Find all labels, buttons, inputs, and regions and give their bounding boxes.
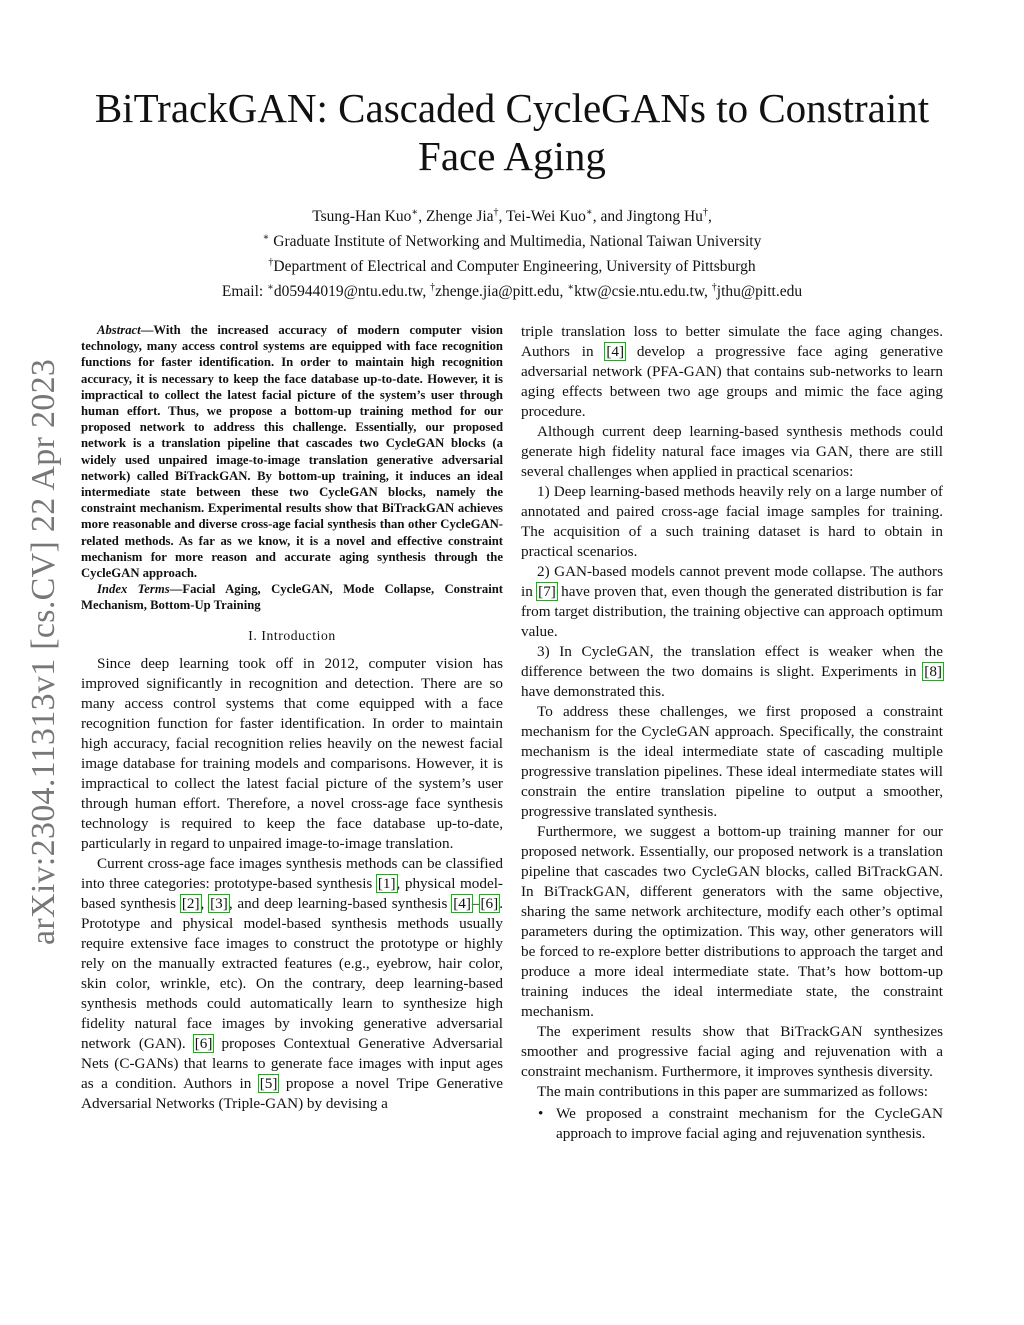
text-run: have demonstrated this.	[521, 683, 665, 700]
citation-link[interactable]: [7]	[538, 583, 556, 600]
email-address[interactable]: jthu@pitt.edu	[716, 283, 803, 301]
left-column	[81, 322, 503, 1114]
title-line-1: BiTrackGAN: Cascaded CycleGANs to Constraint	[94, 85, 930, 131]
affiliation-mark: †	[702, 207, 708, 218]
author-name: Tei-Wei Kuo	[506, 208, 586, 226]
list-item	[521, 1104, 943, 1144]
email-address[interactable]: zhenge.jia@pitt.edu,	[435, 283, 564, 301]
citation-link[interactable]: [8]	[924, 663, 942, 680]
paragraph: The experiment results show that BiTrackGAN synthesizes smoother and progressive facial aging and rejuvenation with a constraint mechanism. Furthermore, it improves synthesis diversity.	[521, 1023, 943, 1080]
email-label: Email:	[221, 283, 264, 301]
text-run: triple translation loss to better simulate the face aging changes. Authors in	[521, 323, 943, 360]
affiliation-line	[80, 252, 944, 277]
author-line: Tsung-Han Kuo∗, Zhenge Jia†, Tei-Wei Kuo∗, and Jingtong Hu†,	[312, 207, 712, 226]
email-line	[80, 277, 944, 302]
citation-link[interactable]: [5]	[259, 1074, 278, 1092]
author-name: Zhenge Jia	[425, 208, 494, 226]
index-terms-text: —Facial Aging, CycleGAN, Mode Collapse, Constraint Mechanism, Bottom-Up Training	[81, 582, 504, 613]
affiliation-mark: ∗	[267, 282, 274, 294]
affiliation-mark: †	[268, 257, 274, 269]
affiliation-text: Graduate Institute of Networking and Multimedia, National Taiwan University	[273, 233, 762, 251]
email-address[interactable]: ktw@csie.ntu.edu.tw,	[574, 283, 708, 301]
affiliation-mark: ∗	[585, 207, 593, 218]
text-run: Current cross-age face images synthesis methods can be classified into three categories: prototype-based synthesis	[81, 854, 503, 892]
text-run: ,	[200, 894, 210, 912]
text-run: 3) In CycleGAN, the translation effect is weaker when the difference between the two domains is slight. Experiments in	[521, 643, 943, 680]
paragraph	[81, 854, 503, 1114]
text-run: , and deep learning-based synthesis	[228, 894, 453, 912]
paragraph: 1) Deep learning-based methods heavily rely on a large number of annotated and paired cross-age facial image samples for training. The acquisition of a such training dataset is hard to obtain in practical scenarios.	[521, 483, 943, 560]
text-run: propose a novel Tripe Generative Adversarial Networks (Triple-GAN) by devising a	[81, 1074, 503, 1112]
email-address[interactable]: d05944019@ntu.edu.tw,	[273, 283, 427, 301]
paragraph: Furthermore, we suggest a bottom-up training manner for our proposed network. Essentially, our proposed network is a translation pipeline that cascades two CycleGAN blocks, called BiTrackGAN. In BiTrackGAN, different generators with the same objective, sharing the same network architecture, modify each other’s optimal parameters during the optimization. This way, other generators will be forced to re-explore better distributions to approach the target and produce a more ideal intermediate state. That’s how bottom-up training induces the ideal intermediate state, the constraint mechanism.	[521, 823, 943, 1020]
paragraph: Although current deep learning-based synthesis methods could generate high fidelity natural face images via GAN, there are still several challenges when applied in practical scenarios:	[521, 423, 943, 480]
text-run: have proven that, even though the generated distribution is far from target distribution, the training objective can approach optimum value.	[521, 583, 943, 640]
index-terms-lead: Index Terms	[97, 582, 170, 597]
text-run: . Prototype and physical model-based synthesis methods usually require extensive face images to construct the prototype or highly rely on the manually extracted features (e.g., eyebrow, hair color, skin color, wrinkle, etc). On the contrary, deep learning-based synthesis methods could automatically learn to synthesize high fidelity natural face images by invoking generative adversarial network (GAN).	[81, 894, 504, 1052]
affiliation-line	[80, 227, 944, 252]
text-run: proposes Contextual Generative Adversarial Nets (C-GANs) that learns to generate face images with input ages as a condition. Authors in	[81, 1034, 503, 1092]
citation-link[interactable]: [6]	[480, 894, 499, 912]
affiliation-mark: ∗	[411, 207, 419, 218]
text-run: develop a progressive face aging generative adversarial network (PFA-GAN) that contains sub-networks to learn aging effects between two age groups and mimic the face aging procedure.	[521, 343, 943, 420]
arxiv-stamp: arXiv:2304.11313v1 [cs.CV] 22 Apr 2023	[25, 358, 62, 945]
citation-link[interactable]: [4]	[453, 894, 471, 912]
section-heading: I. Introduction	[248, 627, 336, 643]
paper-title	[80, 84, 944, 180]
abstract-lead: Abstract	[97, 323, 141, 337]
affiliation-mark: †	[711, 282, 717, 294]
text-run: 2) GAN-based models cannot prevent mode collapse. The authors in	[521, 563, 943, 600]
citation-link[interactable]: [6]	[194, 1034, 213, 1052]
author-name: Tsung-Han Kuo	[312, 208, 412, 226]
author-name: and Jingtong Hu	[600, 208, 703, 226]
citation-link[interactable]: [4]	[606, 343, 625, 360]
abstract	[81, 322, 503, 581]
list-item-text: We proposed a constraint mechanism for the CycleGAN approach to improve facial aging and rejuvenation synthesis.	[556, 1105, 943, 1142]
paragraph	[521, 322, 943, 422]
affiliation-text: Department of Electrical and Computer Engineering, University of Pittsburgh	[273, 258, 756, 276]
contribution-list	[521, 1104, 943, 1144]
right-column	[521, 322, 943, 1144]
author-block	[80, 202, 944, 303]
affiliation-mark: †	[430, 282, 436, 294]
index-terms	[81, 581, 503, 613]
text-run: –	[471, 894, 480, 912]
paragraph	[521, 562, 943, 642]
citation-link[interactable]: [2]	[181, 894, 200, 912]
abstract-text: —With the increased accuracy of modern computer vision technology, many access control systems are equipped with face recognition functions for faster identification. In order to maintain high recognition accuracy, it is necessary to keep the face database up-to-date. However, it is impractical to collect the latest facial picture of the system’s user through human effort. Thus, we propose a bottom-up training method for our proposed network to address this challenge. Essentially, our proposed network is a translation pipeline that cascades two CycleGAN blocks (a widely used unpaired image-to-image translation generative adversarial network) called BiTrackGAN. By bottom-up training, it induces an ideal intermediate state between these two CycleGAN blocks, namely the constraint mechanism. Experimental results show that BiTrackGAN achieves more reasonable and diverse cross-age facial synthesis than other CycleGAN-related methods. As far as we know, it is a novel and effective constraint mechanism for more reason and accurate aging synthesis through the CycleGAN approach.	[81, 323, 503, 581]
affiliation-mark: ∗	[262, 232, 270, 244]
paragraph: To address these challenges, we first proposed a constraint mechanism for the CycleGAN approach. Specifically, the constraint mechanism is the ideal intermediate state of cascading multiple progressive translation pipelines. These ideal intermediate states will constrain the entire translation pipeline to output a smoother, progressive translated synthesis.	[521, 703, 943, 820]
affiliation-mark: ∗	[567, 282, 575, 294]
citation-link[interactable]: [3]	[210, 894, 228, 912]
citation-link[interactable]: [1]	[377, 874, 396, 892]
affiliation-mark: †	[493, 207, 499, 218]
paragraph: Since deep learning took off in 2012, computer vision has improved significantly in recognition and detection. There are so many access control systems that come equipped with a face recognition function for faster identification. In order to maintain high accuracy, facial recognition relies heavily on the newest facial image database for training models and comparisons. However, it is impractical to collect the latest facial picture of the system’s user through human effort. Therefore, a novel cross-age face synthesis technology is required to keep the face database up-to-date, particularly in regard to unpaired image-to-image translation.	[81, 654, 503, 852]
paragraph: The main contributions in this paper are summarized as follows:	[537, 1083, 928, 1100]
text-run: , physical model-based synthesis	[81, 874, 503, 912]
paragraph	[521, 642, 943, 702]
bullet-icon: •	[538, 1105, 544, 1122]
title-line-2: Face Aging	[418, 133, 606, 179]
